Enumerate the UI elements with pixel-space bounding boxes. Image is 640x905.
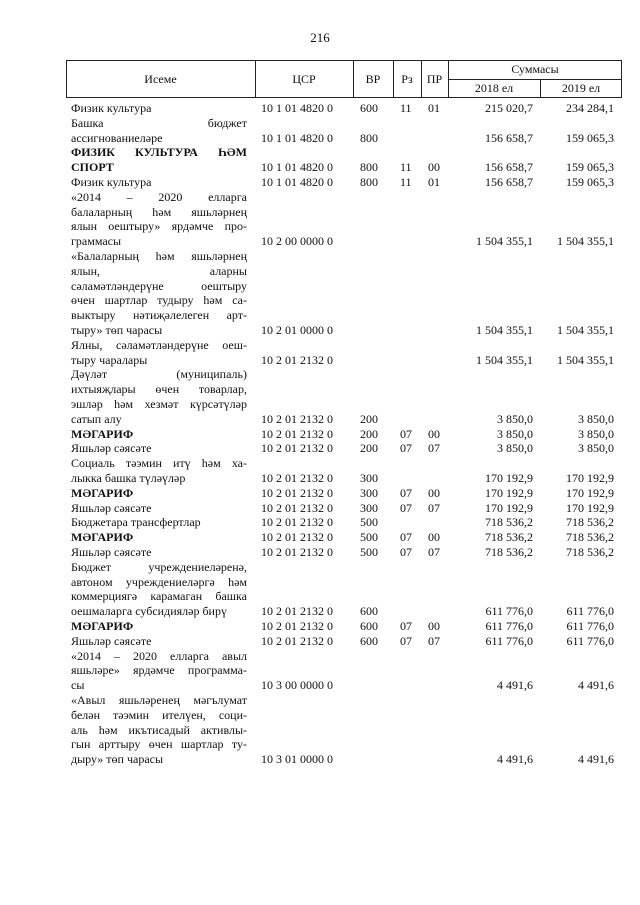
row-pr: 07: [428, 545, 440, 559]
row-name-line: выктыру нәтиҗәлелеген арт-: [71, 308, 247, 323]
row-sum-2019: 1 504 355,1: [557, 352, 614, 367]
table-row: [0, 175, 640, 190]
table-row: [0, 145, 640, 175]
row-name-line: МӘГАРИФ: [71, 485, 134, 500]
table-row: [0, 367, 640, 426]
row-name-line: Дәүләт (муниципаль): [71, 367, 247, 382]
row-name-line: МӘГАРИФ: [71, 530, 134, 545]
row-csr: 10 2 01 2132 0: [261, 485, 333, 500]
row-csr: 10 2 01 2132 0: [261, 441, 333, 456]
row-name: [71, 515, 247, 530]
row-sum-2018: 718 536,2: [485, 515, 533, 530]
row-sum-2019: 718 536,2: [566, 530, 614, 545]
header-name: Исеме: [144, 71, 177, 86]
table-row: [0, 456, 640, 486]
row-name-line: сатып алу: [71, 411, 122, 426]
row-name-line: лыкка башка түләүләр: [71, 470, 186, 485]
row-vr: 300: [360, 470, 378, 485]
row-name: [71, 560, 247, 619]
row-sum-2018: 156 658,7: [485, 175, 533, 189]
row-name: [71, 530, 247, 545]
table-row: [0, 101, 640, 116]
row-pr: 00: [428, 619, 440, 633]
row-name-line: белән тәэмин ителүен, соци-: [71, 707, 247, 722]
row-vr: 500: [360, 515, 378, 530]
row-name: [71, 693, 247, 767]
row-name: [71, 175, 247, 190]
table-row: [0, 501, 640, 516]
row-sum-2018: 611 776,0: [485, 604, 533, 619]
row-name-line: ялын, аларны: [71, 263, 247, 278]
row-name: [71, 190, 247, 249]
row-rz: 07: [400, 633, 412, 648]
row-name-line: тыру» төп чарасы: [71, 322, 163, 337]
row-name: [71, 456, 247, 486]
header-csr: ЦСР: [292, 71, 316, 86]
row-csr: 10 2 01 2132 0: [261, 470, 333, 485]
row-csr: 10 2 01 2132 0: [261, 426, 333, 441]
row-rz: 07: [400, 500, 412, 515]
row-name-line: Бюджет учреждениеләренә,: [71, 559, 247, 574]
row-sum-2018: 3 850,0: [497, 441, 533, 456]
row-pr: 00: [428, 530, 440, 545]
row-name-line: ФИЗИК КУЛЬТУРА ҺӘМ: [71, 145, 247, 160]
row-sum-2019: 4 491,6: [578, 678, 614, 693]
row-sum-2018: 1 504 355,1: [476, 352, 533, 367]
row-vr: 200: [360, 411, 378, 426]
table-header: [66, 60, 622, 98]
row-name: [71, 634, 247, 649]
table-row: [0, 619, 640, 634]
row-sum-2018: 611 776,0: [485, 619, 533, 633]
table-row: [0, 116, 640, 146]
row-name: [71, 427, 247, 442]
table-row: [0, 634, 640, 649]
row-csr: 10 2 01 2132 0: [261, 411, 333, 426]
table-row: [0, 530, 640, 545]
row-name-line: ассигнованиеләре: [71, 130, 163, 145]
row-sum-2019: 234 284,1: [566, 101, 614, 115]
row-sum-2019: 1 504 355,1: [557, 234, 614, 249]
row-sum-2019: 159 065,3: [566, 175, 614, 189]
header-vr: ВР: [365, 71, 381, 86]
row-vr: 800: [360, 160, 378, 175]
row-vr: 500: [360, 530, 378, 545]
row-name: [71, 441, 247, 456]
row-vr: 800: [360, 130, 378, 145]
row-sum-2018: 1 504 355,1: [476, 323, 533, 337]
row-pr: 07: [428, 441, 440, 456]
row-pr: 01: [428, 101, 440, 115]
row-pr: 00: [428, 485, 440, 500]
row-name: [71, 486, 247, 501]
row-csr: 10 3 00 0000 0: [261, 678, 333, 693]
row-vr: 200: [360, 426, 378, 441]
row-rz: 07: [400, 545, 412, 559]
row-csr: 10 2 01 2132 0: [261, 500, 333, 515]
table-row: [0, 515, 640, 530]
row-name-line: Ялны, сәламәтләндерүне оеш-: [71, 337, 247, 352]
page-number: 216: [310, 30, 330, 45]
row-name-line: Социаль тәэмин итү һәм ха-: [71, 456, 247, 471]
row-sum-2018: 156 658,7: [485, 130, 533, 145]
row-name-line: балаларның һәм яшьләрнең: [71, 204, 247, 219]
row-sum-2018: 611 776,0: [485, 633, 533, 648]
row-name-line: Яшьләр сәясәте: [71, 545, 152, 559]
row-rz: 07: [400, 619, 412, 633]
row-name-line: автоном учреждениеләргә һәм: [71, 574, 247, 589]
row-csr: 10 2 01 2132 0: [261, 633, 333, 648]
row-sum-2018: 1 504 355,1: [476, 234, 533, 249]
row-pr: 00: [428, 426, 440, 441]
row-sum-2018: 170 192,9: [485, 470, 533, 485]
row-name-line: Физик культура: [71, 175, 152, 189]
row-vr: 500: [360, 545, 378, 559]
row-pr: 00: [428, 160, 440, 175]
row-csr: 10 2 01 2132 0: [261, 515, 333, 530]
row-rz: 07: [400, 485, 412, 500]
row-sum-2018: 718 536,2: [485, 545, 533, 559]
row-csr: 10 2 01 2132 0: [261, 604, 333, 619]
row-name-line: ихтыяҗлары өчен товарлар,: [71, 382, 247, 397]
row-sum-2018: 170 192,9: [485, 485, 533, 500]
row-sum-2019: 3 850,0: [578, 411, 614, 426]
row-name: [71, 545, 247, 560]
row-name-line: Яшьләр сәясәте: [71, 441, 152, 456]
row-csr: 10 2 01 2132 0: [261, 545, 333, 559]
row-csr: 10 3 01 0000 0: [261, 752, 333, 767]
table-row: [0, 190, 640, 249]
row-vr: 800: [360, 175, 378, 189]
row-name-line: гын арттыру өчен шартлар ту-: [71, 737, 247, 752]
row-name: [71, 249, 247, 338]
row-sum-2019: 611 776,0: [566, 633, 614, 648]
row-sum-2018: 3 850,0: [497, 426, 533, 441]
row-sum-2019: 159 065,3: [566, 130, 614, 145]
header-year-2019: 2019 ел: [561, 81, 601, 95]
row-rz: 07: [400, 426, 412, 441]
table-row: [0, 560, 640, 619]
row-name-line: «Балаларның һәм яшьләрнең: [71, 249, 247, 263]
row-csr: 10 2 01 2132 0: [261, 619, 333, 633]
row-sum-2018: 3 850,0: [497, 411, 533, 426]
row-name-line: сы: [71, 678, 85, 693]
row-vr: 600: [360, 101, 378, 115]
row-sum-2019: 718 536,2: [566, 515, 614, 530]
table-row: [0, 249, 640, 338]
row-vr: 600: [360, 619, 378, 633]
table-row: [0, 338, 640, 368]
table-row: [0, 649, 640, 693]
row-pr: 01: [428, 175, 440, 189]
row-name-line: Яшьләр сәясәте: [71, 633, 152, 648]
row-name-line: ялын оештыру» ярдәмче про-: [71, 219, 247, 234]
row-sum-2018: 4 491,6: [497, 678, 533, 693]
table-row: [0, 693, 640, 767]
row-name-line: коммерциягә карамаган башка: [71, 589, 247, 604]
row-sum-2019: 3 850,0: [578, 441, 614, 456]
row-name-line: МӘГАРИФ: [71, 426, 134, 441]
row-rz: 11: [400, 101, 412, 115]
table-row: [0, 427, 640, 442]
row-name-line: Яшьләр сәясәте: [71, 500, 152, 515]
row-name-line: СПОРТ: [71, 160, 114, 175]
header-pr: ПР: [426, 71, 443, 86]
row-sum-2019: 1 504 355,1: [557, 323, 614, 337]
row-name-line: оешмаларга субсидияләр бирү: [71, 604, 227, 619]
header-sums: Суммасы: [511, 62, 559, 76]
row-sum-2019: 170 192,9: [566, 485, 614, 500]
row-name-line: «Авыл яшьләренең мәгълумат: [71, 693, 247, 707]
row-name-line: өчен шартлар тудыру һәм са-: [71, 293, 247, 308]
row-csr: 10 1 01 4820 0: [261, 160, 333, 175]
table-row: [0, 441, 640, 456]
row-name: [71, 649, 247, 693]
row-name-line: Башка бюджет: [71, 115, 247, 130]
row-sum-2018: 4 491,6: [497, 752, 533, 767]
row-name-line: яшьләре» ярдәмче программа-: [71, 663, 247, 678]
row-sum-2019: 170 192,9: [566, 470, 614, 485]
header-year-2018: 2018 ел: [474, 81, 514, 95]
row-pr: 07: [428, 500, 440, 515]
row-name-line: «2014 – 2020 елларга: [71, 189, 247, 204]
row-name-line: Физик культура: [71, 101, 152, 115]
row-rz: 11: [400, 175, 412, 189]
row-sum-2018: 718 536,2: [485, 530, 533, 545]
row-csr: 10 1 01 4820 0: [261, 130, 333, 145]
row-name: [71, 145, 247, 175]
row-csr: 10 1 01 4820 0: [261, 175, 333, 189]
row-sum-2019: 611 776,0: [566, 604, 614, 619]
row-name-line: «2014 – 2020 елларга авыл: [71, 648, 247, 663]
row-csr: 10 2 01 0000 0: [261, 323, 333, 337]
row-rz: 07: [400, 530, 412, 545]
row-name: [71, 338, 247, 368]
row-sum-2018: 215 020,7: [485, 101, 533, 115]
row-name-line: МӘГАРИФ: [71, 619, 134, 633]
row-sum-2019: 4 491,6: [578, 752, 614, 767]
row-name-line: эшләр һәм хезмәт күрсәтүләр: [71, 396, 247, 411]
row-vr: 300: [360, 500, 378, 515]
row-name: [71, 367, 247, 426]
row-csr: 10 2 01 2132 0: [261, 352, 333, 367]
row-name: [71, 501, 247, 516]
row-sum-2019: 159 065,3: [566, 160, 614, 175]
row-rz: 07: [400, 441, 412, 456]
row-csr: 10 2 01 2132 0: [261, 530, 333, 545]
row-name-line: дыру» төп чарасы: [71, 752, 164, 767]
row-sum-2018: 170 192,9: [485, 500, 533, 515]
row-rz: 11: [400, 160, 412, 175]
header-rz: Рз: [401, 71, 413, 86]
row-name-line: сәламәтләндерүне оештыру: [71, 278, 247, 293]
table-row: [0, 486, 640, 501]
row-name-line: Бюджетара трансфертлар: [71, 515, 201, 530]
row-name-line: аль һәм икътисадый активлы-: [71, 722, 247, 737]
row-sum-2019: 611 776,0: [566, 619, 614, 633]
row-name-line: граммасы: [71, 234, 122, 249]
row-vr: 300: [360, 485, 378, 500]
row-vr: 600: [360, 604, 378, 619]
row-name: [71, 101, 247, 116]
row-name: [71, 116, 247, 146]
row-vr: 600: [360, 633, 378, 648]
row-csr: 10 2 00 0000 0: [261, 234, 333, 249]
row-csr: 10 1 01 4820 0: [261, 101, 333, 115]
row-name: [71, 619, 247, 634]
row-sum-2019: 170 192,9: [566, 500, 614, 515]
table-row: [0, 545, 640, 560]
row-sum-2019: 718 536,2: [566, 545, 614, 559]
row-sum-2019: 3 850,0: [578, 426, 614, 441]
row-pr: 07: [428, 633, 440, 648]
row-vr: 200: [360, 441, 378, 456]
row-name-line: тыру чаралары: [71, 352, 148, 367]
row-sum-2018: 156 658,7: [485, 160, 533, 175]
